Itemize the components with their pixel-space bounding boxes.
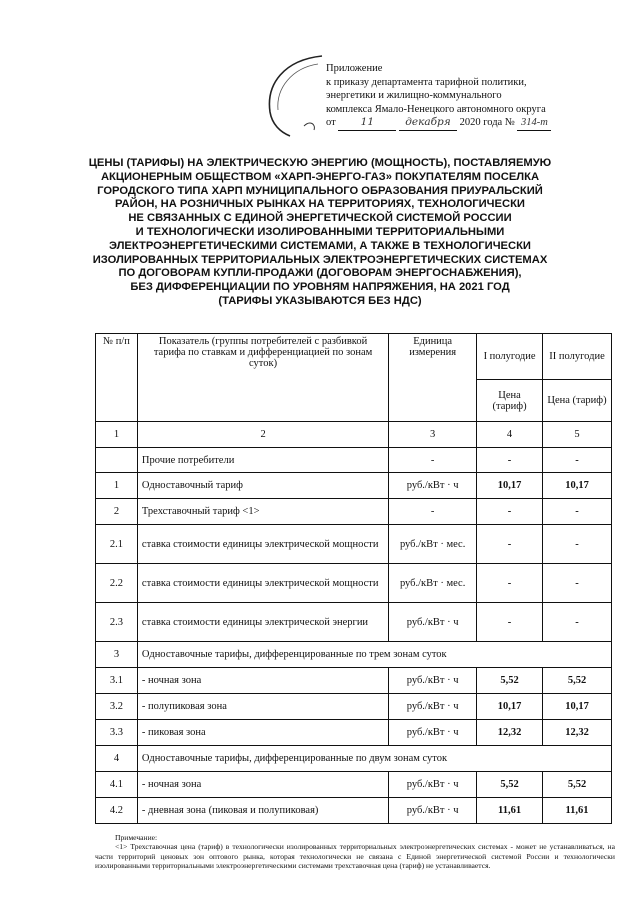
appendix-date-line (326, 116, 626, 131)
header-price1: Цена (тариф) (477, 380, 543, 422)
row-unit: руб./кВт · мес. (389, 525, 477, 564)
row-unit: - (389, 499, 477, 525)
column-number: 4 (477, 422, 543, 448)
row-indicator: - ночная зона (137, 772, 388, 798)
row-indicator: ставка стоимости единицы электрической энергии (137, 603, 388, 642)
row-number: 3.3 (96, 720, 138, 746)
row-indicator: ставка стоимости единицы электрической мощности (137, 525, 388, 564)
row-unit: руб./кВт · ч (389, 603, 477, 642)
row-unit: руб./кВт · мес. (389, 564, 477, 603)
table-row (96, 473, 612, 499)
header-half1: I полугодие (477, 334, 543, 380)
table-header-row (96, 334, 612, 380)
row-value-half2: 10,17 (543, 694, 612, 720)
row-indicator: Одноставочный тариф (137, 473, 388, 499)
column-number: 5 (543, 422, 612, 448)
row-value-half1: - (477, 603, 543, 642)
title-line: ПО ДОГОВОРАМ КУПЛИ-ПРОДАЖИ (ДОГОВОРАМ ЭНЕРГОСНАБЖЕНИЯ), (118, 267, 522, 280)
row-value-half1: 11,61 (477, 798, 543, 824)
title-line: РАЙОН, НА РОЗНИЧНЫХ РЫНКАХ НА ТЕРРИТОРИЯХ, ТЕХНОЛОГИЧЕСКИ (115, 198, 525, 211)
appendix-line: комплекса Ямало-Ненецкого автономного округа (326, 103, 546, 115)
row-value-half2: 5,52 (543, 668, 612, 694)
table-section-row (96, 746, 612, 772)
row-unit: руб./кВт · ч (389, 473, 477, 499)
row-value-half1: 5,52 (477, 772, 543, 798)
header-unit: Единица измерения (389, 334, 477, 422)
row-unit: руб./кВт · ч (389, 694, 477, 720)
row-number: 3.1 (96, 668, 138, 694)
row-unit: руб./кВт · ч (389, 798, 477, 824)
row-value-half1: 5,52 (477, 668, 543, 694)
date-month: декабря (399, 116, 457, 131)
row-value-half2: 5,52 (543, 772, 612, 798)
column-number-row (96, 422, 612, 448)
appendix-block (326, 62, 626, 131)
row-value-half1: - (477, 525, 543, 564)
row-indicator: - пиковая зона (137, 720, 388, 746)
row-value-half2: 10,17 (543, 473, 612, 499)
row-value-half1: 10,17 (477, 473, 543, 499)
stamp-arc-mark (264, 54, 324, 138)
row-indicator: - полупиковая зона (137, 694, 388, 720)
column-number: 2 (137, 422, 388, 448)
row-number: 4.1 (96, 772, 138, 798)
notes-block (95, 833, 615, 871)
row-value-half1: - (477, 499, 543, 525)
notes-heading: Примечание: (115, 833, 158, 842)
row-number: 2.1 (96, 525, 138, 564)
title-line: ИЗОЛИРОВАННЫХ ТЕРРИТОРИАЛЬНЫХ ЭЛЕКТРОЭНЕРГЕТИЧЕСКИХ СИСТЕМАХ (92, 253, 548, 266)
from-label: от (326, 117, 336, 128)
row-indicator: Прочие потребители (137, 448, 388, 473)
section-title: Одноставочные тарифы, дифференцированные по трем зонам суток (137, 642, 611, 668)
row-value-half2: - (543, 525, 612, 564)
date-day: 11 (338, 116, 396, 131)
row-value-half2: 11,61 (543, 798, 612, 824)
row-value-half1: - (477, 564, 543, 603)
row-indicator: - ночная зона (137, 668, 388, 694)
table-row (96, 668, 612, 694)
row-number: 2.2 (96, 564, 138, 603)
title-line: ЦЕНЫ (ТАРИФЫ) НА ЭЛЕКТРИЧЕСКУЮ ЭНЕРГИЮ (МОЩНОСТЬ), ПОСТАВЛЯЕМУЮ (88, 157, 552, 169)
row-number: 4 (96, 746, 138, 772)
table-section-row (96, 642, 612, 668)
appendix-line: к приказу департамента тарифной политики, (326, 76, 527, 88)
table-row (96, 772, 612, 798)
table-row (96, 525, 612, 564)
table-row (96, 720, 612, 746)
column-number: 1 (96, 422, 138, 448)
title-line: БЕЗ ДИФФЕРЕНЦИАЦИИ ПО УРОВНЯМ НАПРЯЖЕНИЯ, НА 2021 ГОД (130, 281, 510, 294)
year-text: 2020 года № (459, 117, 515, 128)
document-title (22, 157, 618, 309)
row-indicator: ставка стоимости единицы электрической мощности (137, 564, 388, 603)
title-line: И ТЕХНОЛОГИЧЕСКИ ИЗОЛИРОВАННЫМИ ТЕРРИТОРИАЛЬНЫМИ (135, 225, 505, 238)
header-num: № п/п (96, 334, 138, 422)
row-indicator: Трехставочный тариф <1> (137, 499, 388, 525)
title-line: АКЦИОНЕРНЫМ ОБЩЕСТВОМ «ХАРП-ЭНЕРГО-ГАЗ» ПОКУПАТЕЛЯМ ПОСЕЛКА (100, 170, 540, 183)
order-number: 314-т (517, 116, 551, 131)
appendix-line: энергетики и жилищно-коммунального (326, 90, 502, 101)
row-number: 2.3 (96, 603, 138, 642)
row-number: 3 (96, 642, 138, 668)
table-row (96, 798, 612, 824)
row-value-half1: - (477, 448, 543, 473)
notes-text: <1> Трехставочная цена (тариф) в технологически изолированных территориальных электроэнергетических системах - может не устанавливаться, на части территорий ценовых зон оптового рынка, которая технологически не связана с Единой энергетической системой России и технологически изолированными территориальными электроэнергетическими системами трехставочная цена (тариф) не устанавливается. (95, 842, 615, 871)
table-row (96, 564, 612, 603)
row-unit: руб./кВт · ч (389, 772, 477, 798)
row-unit: - (389, 448, 477, 473)
title-line: ЭЛЕКТРОЭНЕРГЕТИЧЕСКИМИ СИСТЕМАМИ, А ТАКЖЕ В ТЕХНОЛОГИЧЕСКИ (109, 239, 531, 252)
title-line: (ТАРИФЫ УКАЗЫВАЮТСЯ БЕЗ НДС) (218, 294, 422, 307)
row-number (96, 448, 138, 473)
row-value-half2: - (543, 564, 612, 603)
row-value-half2: - (543, 448, 612, 473)
appendix-line: Приложение (326, 63, 383, 74)
row-number: 2 (96, 499, 138, 525)
table-row (96, 448, 612, 473)
tariff-table (95, 333, 612, 824)
title-line: НЕ СВЯЗАННЫХ С ЕДИНОЙ ЭНЕРГЕТИЧЕСКОЙ СИСТЕМОЙ РОССИИ (128, 212, 512, 225)
row-indicator: - дневная зона (пиковая и полупиковая) (137, 798, 388, 824)
row-unit: руб./кВт · ч (389, 668, 477, 694)
row-value-half1: 12,32 (477, 720, 543, 746)
section-title: Одноставочные тарифы, дифференцированные по двум зонам суток (137, 746, 611, 772)
header-half2: II полугодие (543, 334, 612, 380)
row-unit: руб./кВт · ч (389, 720, 477, 746)
row-value-half2: - (543, 603, 612, 642)
row-value-half2: - (543, 499, 612, 525)
row-number: 1 (96, 473, 138, 499)
header-price2: Цена (тариф) (543, 380, 612, 422)
title-line: ГОРОДСКОГО ТИПА ХАРП МУНИЦИПАЛЬНОГО ОБРАЗОВАНИЯ ПРИУРАЛЬСКИЙ (97, 184, 543, 197)
row-number: 3.2 (96, 694, 138, 720)
table-row (96, 694, 612, 720)
row-value-half1: 10,17 (477, 694, 543, 720)
header-indicator: Показатель (группы потребителей с разбивкой тарифа по ставкам и дифференциацией по зонам суток) (137, 334, 388, 422)
column-number: 3 (389, 422, 477, 448)
table-row (96, 499, 612, 525)
row-value-half2: 12,32 (543, 720, 612, 746)
row-number: 4.2 (96, 798, 138, 824)
table-row (96, 603, 612, 642)
